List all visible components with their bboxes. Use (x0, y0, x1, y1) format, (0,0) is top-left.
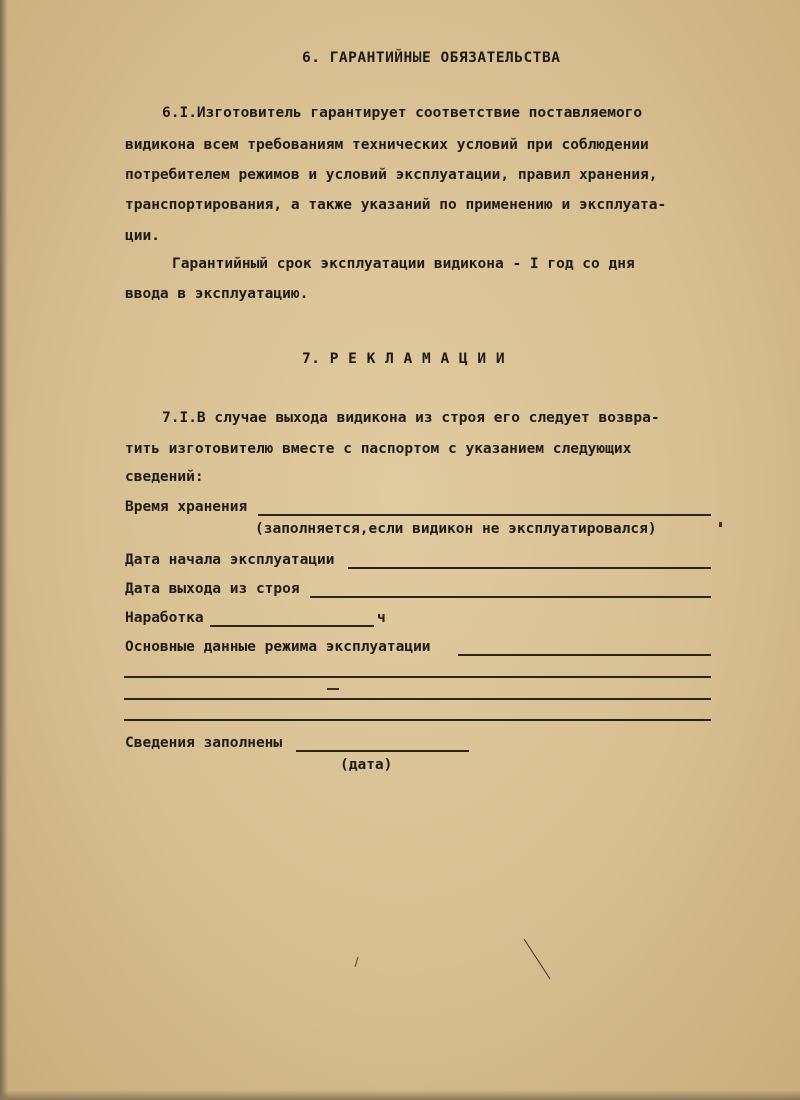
hours-label: Наработка (125, 610, 204, 626)
section6-p1-line1: 6.I.Изготовитель гарантирует соответствие поставляемого (162, 105, 643, 121)
section6-p1-line4: транспортирования, а также указаний по применению и эксплуата- (125, 197, 667, 213)
hours-blank[interactable] (210, 625, 374, 627)
page-edge-shadow-bottom (0, 1090, 800, 1100)
mode-data-blank-line2[interactable] (124, 676, 711, 678)
section6-p1-line3: потребителем режимов и условий эксплуатации, правил хранения, (125, 167, 658, 183)
section6-p2-line2: ввода в эксплуатацию. (125, 286, 309, 302)
mode-data-blank-line3[interactable] (124, 698, 711, 700)
paper-scratch (352, 955, 362, 971)
page-edge-shadow (0, 0, 8, 1100)
start-date-label: Дата начала эксплуатации (125, 552, 335, 568)
failure-date-label: Дата выхода из строя (125, 581, 300, 597)
ink-mark (327, 688, 339, 690)
start-date-blank[interactable] (348, 567, 711, 569)
failure-date-blank[interactable] (310, 596, 711, 598)
section6-title: 6. ГАРАНТИЙНЫЕ ОБЯЗАТЕЛЬСТВА (302, 50, 561, 66)
section7-title: 7. Р Е К Л А М А Ц И И (302, 351, 506, 367)
storage-time-label: Время хранения (125, 499, 248, 515)
section6-p1-line2: видикона всем требованиям технических условий при соблюдении (125, 137, 649, 153)
section7-p1-line1: 7.I.В случае выхода видикона из строя его следует возвра- (162, 410, 660, 426)
storage-time-blank[interactable] (258, 514, 711, 516)
section6-p1-line5: ции. (125, 228, 160, 244)
mode-data-blank[interactable] (458, 654, 711, 656)
storage-time-note: (заполняется,если видикон не эксплуатировался) (255, 521, 657, 537)
section6-p2-line1: Гарантийный срок эксплуатации видикона - I год со дня (172, 256, 635, 272)
mode-data-label: Основные данные режима эксплуатации (125, 639, 431, 655)
paper-scratch (520, 935, 560, 985)
hours-unit: ч (377, 610, 386, 626)
section7-p1-line2: тить изготовителю вместе с паспортом с указанием следующих (125, 441, 632, 457)
filled-label: Сведения заполнены (125, 735, 283, 751)
section7-p1-line3: сведений: (125, 469, 204, 485)
date-note: (дата) (340, 757, 393, 773)
filled-date-blank[interactable] (296, 750, 469, 752)
ink-mark (719, 522, 722, 527)
mode-data-blank-line4[interactable] (124, 719, 711, 721)
